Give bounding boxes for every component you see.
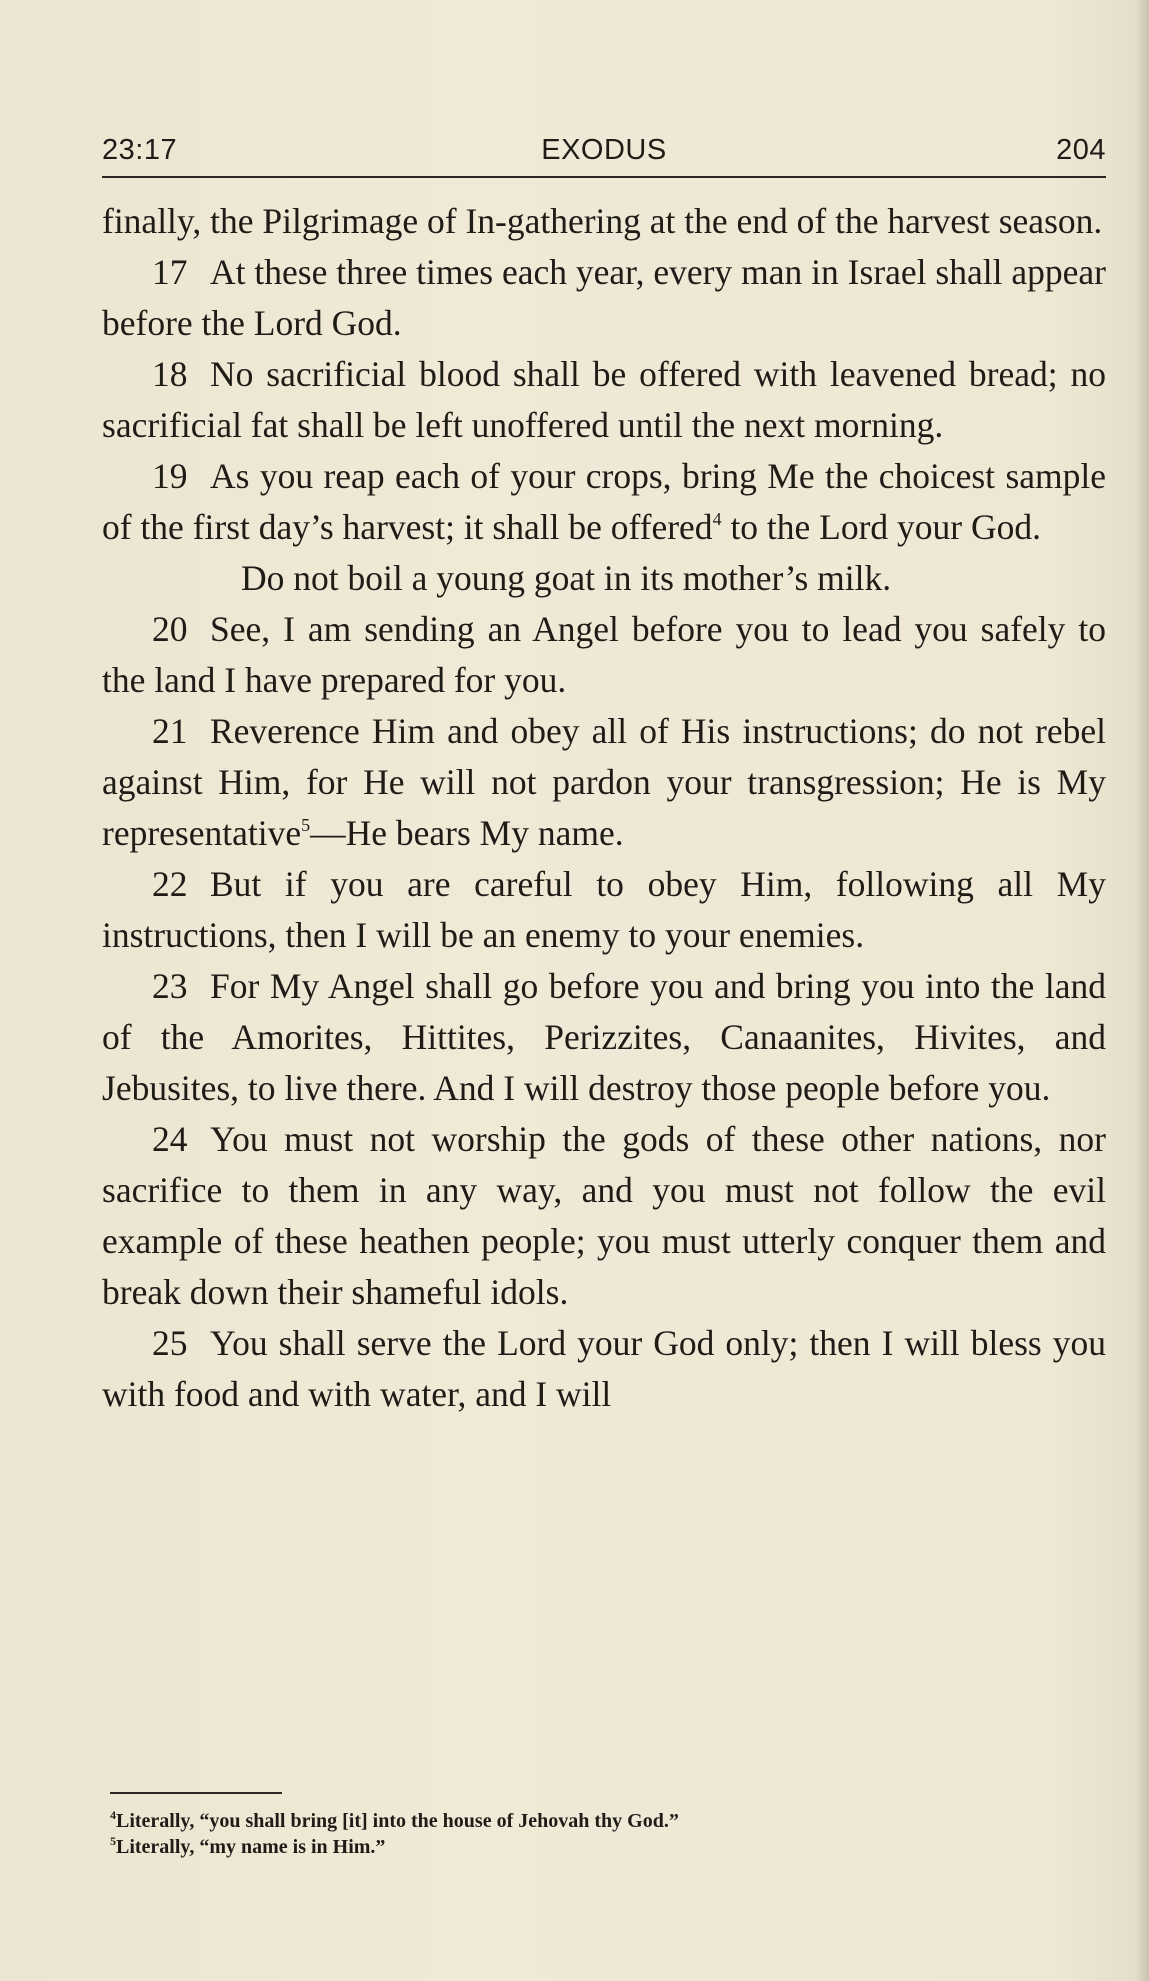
verse-23 (102, 961, 1106, 1114)
verse-number: 22 (152, 864, 188, 904)
opening-paragraph: finally, the Pilgrimage of In-gathering at the end of the harvest season. (102, 201, 1103, 241)
verse-text: No sacrificial blood shall be offered with leavened bread; no sacrificial fat shall be left unoffered until the next morning. (102, 354, 1106, 445)
footnotes (110, 1808, 1070, 1860)
verse-text-continued: —He bears My name. (310, 813, 624, 853)
book-title: EXODUS (541, 134, 667, 166)
verse-18 (102, 349, 1106, 451)
verse-number: 23 (152, 966, 188, 1006)
verse-text-continued: to the Lord your God. (721, 507, 1042, 547)
verse-number: 20 (152, 609, 188, 649)
verse-number: 17 (152, 252, 188, 292)
body-text (102, 196, 1106, 1420)
verse-text: You must not worship the gods of these other nations, nor sacrifice to them in any way, and you must not follow the evil example of these heathen people; you must utterly conquer them and break down their shameful idols. (102, 1119, 1106, 1312)
page-number: 204 (1056, 134, 1106, 166)
running-head (102, 134, 1106, 174)
footnote-marker: 4 (712, 509, 722, 529)
chapter-verse-reference: 23:17 (102, 134, 178, 166)
footnote-4 (110, 1808, 1070, 1834)
verse-text: You shall serve the Lord your God only; then I will bless you with food and with water, and I will (102, 1323, 1106, 1414)
header-rule (102, 176, 1106, 178)
verse-text: At these three times each year, every man in Israel shall appear before the Lord God. (102, 252, 1106, 343)
verse-number: 21 (152, 711, 188, 751)
verse-21 (102, 706, 1106, 859)
verse-text: See, I am sending an Angel before you to lead you safely to the land I have prepared for you. (102, 609, 1106, 700)
verse-text: As you reap each of your crops, bring Me the choicest sample of the first day’s harvest; it shall be offered (102, 456, 1106, 547)
page-edge-shadow (1135, 0, 1149, 1981)
footnote-mark: 5 (110, 1834, 116, 1848)
verse-text: But if you are careful to obey Him, following all My instructions, then I will be an enemy to your enemies. (102, 864, 1106, 955)
verse-17 (102, 247, 1106, 349)
footnote-rule (110, 1792, 282, 1794)
verse-number: 25 (152, 1323, 188, 1363)
footnote-marker: 5 (301, 815, 311, 835)
verse-20 (102, 604, 1106, 706)
verse-24 (102, 1114, 1106, 1318)
verse-text: Reverence Him and obey all of His instructions; do not rebel against Him, for He will not pardon your transgression; He is My representative (102, 711, 1106, 853)
verse-number: 19 (152, 456, 188, 496)
verse-22 (102, 859, 1106, 961)
footnote-5 (110, 1834, 1070, 1860)
footnote-text: Literally, “you shall bring [it] into the house of Jehovah thy God.” (116, 1810, 679, 1832)
footnote-text: Literally, “my name is in Him.” (116, 1836, 386, 1858)
verse-text: For My Angel shall go before you and bring you into the land of the Amorites, Hittites, Perizzites, Canaanites, Hivites, and Jebusites, to live there. And I will destroy those people before you. (102, 966, 1106, 1108)
verse-25 (102, 1318, 1106, 1420)
verse-number: 24 (152, 1119, 188, 1159)
footnote-mark: 4 (110, 1808, 116, 1822)
verse-19-continued: Do not boil a young goat in its mother’s milk. (241, 558, 892, 598)
verse-19 (102, 451, 1106, 553)
verse-number: 18 (152, 354, 188, 394)
